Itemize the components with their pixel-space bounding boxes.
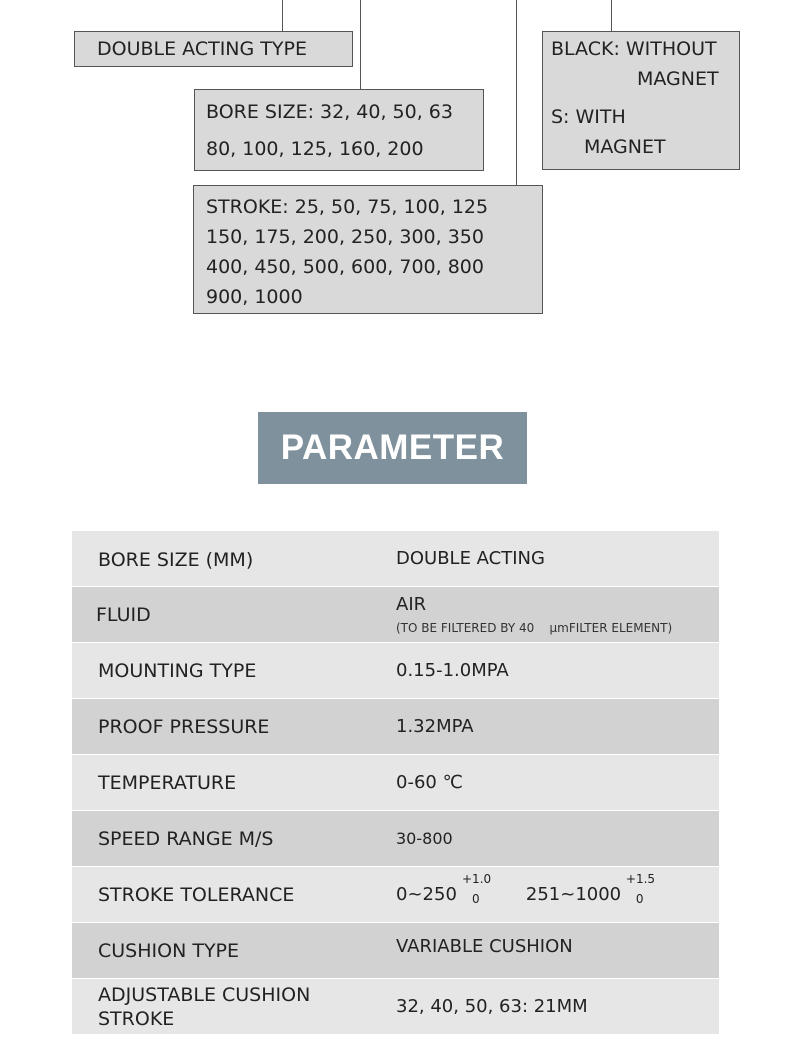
magnet-code-line-3: S: WITH	[551, 106, 626, 128]
table-row	[72, 867, 719, 923]
type-code-box	[74, 31, 353, 67]
row-value: 0-60 ℃	[396, 772, 463, 793]
row-label: PROOF PRESSURE	[98, 715, 270, 738]
table-row	[72, 587, 719, 643]
tolerance-range-a	[396, 872, 492, 906]
row-label	[98, 979, 310, 1034]
stroke-code-line-2: 150, 175, 200, 250, 300, 350	[206, 226, 484, 248]
bore-code-box	[194, 89, 484, 171]
row-label: BORE SIZE (MM)	[98, 548, 254, 571]
row-label: TEMPERATURE	[98, 771, 237, 794]
bore-code-line-1: BORE SIZE: 32, 40, 50, 63	[206, 101, 453, 123]
row-label: CUSHION TYPE	[98, 939, 240, 962]
row-value	[396, 867, 656, 922]
row-label: MOUNTING TYPE	[98, 659, 257, 682]
connector-line-type	[282, 0, 283, 31]
row-value: 0.15-1.0MPA	[396, 660, 509, 681]
tolerance-range-a-text: 0~250	[396, 884, 457, 905]
table-row	[72, 811, 719, 867]
row-label-line-1: ADJUSTABLE CUSHION	[98, 983, 311, 1006]
table-row	[72, 923, 719, 979]
magnet-code-line-1: BLACK: WITHOUT	[551, 38, 717, 60]
stroke-code-line-1: STROKE: 25, 50, 75, 100, 125	[206, 196, 489, 218]
tolerance-a-upper: +1.0	[462, 872, 492, 886]
tolerance-b-lower: 0	[635, 892, 644, 906]
stroke-code-box	[193, 185, 543, 314]
row-value: 1.32MPA	[396, 716, 474, 737]
connector-line-magnet	[611, 0, 612, 31]
row-label: STROKE TOLERANCE	[98, 883, 295, 906]
table-row	[72, 531, 719, 587]
type-code-text: DOUBLE ACTING TYPE	[97, 38, 307, 60]
parameter-table	[72, 531, 719, 1035]
table-row	[72, 979, 719, 1035]
magnet-code-box	[542, 31, 740, 170]
stroke-code-line-3: 400, 450, 500, 600, 700, 800	[206, 256, 484, 278]
stroke-code-line-4: 900, 1000	[206, 286, 303, 308]
magnet-code-line-4: MAGNET	[584, 136, 666, 158]
row-value: DOUBLE ACTING	[396, 548, 545, 569]
connector-line-bore	[360, 0, 361, 89]
table-row	[72, 643, 719, 699]
row-label-line-2: STROKE	[98, 1007, 175, 1030]
bore-code-line-2: 80, 100, 125, 160, 200	[206, 138, 424, 160]
row-value	[396, 587, 672, 642]
row-label: SPEED RANGE M/S	[98, 827, 274, 850]
fluid-value: AIR	[396, 594, 427, 615]
table-row	[72, 755, 719, 811]
tolerance-b-upper: +1.5	[625, 872, 656, 886]
row-value: VARIABLE CUSHION	[396, 936, 573, 957]
fluid-note: (TO BE FILTERED BY 40 µmFILTER ELEMENT)	[396, 621, 673, 635]
connector-line-stroke	[516, 0, 517, 185]
parameter-heading: PARAMETER	[258, 412, 527, 484]
table-row	[72, 699, 719, 755]
row-value: 30-800	[396, 829, 453, 848]
row-label: FLUID	[96, 603, 151, 626]
magnet-code-line-2: MAGNET	[637, 68, 719, 90]
tolerance-range-b-text: 251~1000	[525, 884, 622, 905]
tolerance-a-lower: 0	[472, 892, 480, 906]
row-value: 32, 40, 50, 63: 21MM	[396, 996, 588, 1017]
tolerance-range-b	[525, 872, 656, 906]
